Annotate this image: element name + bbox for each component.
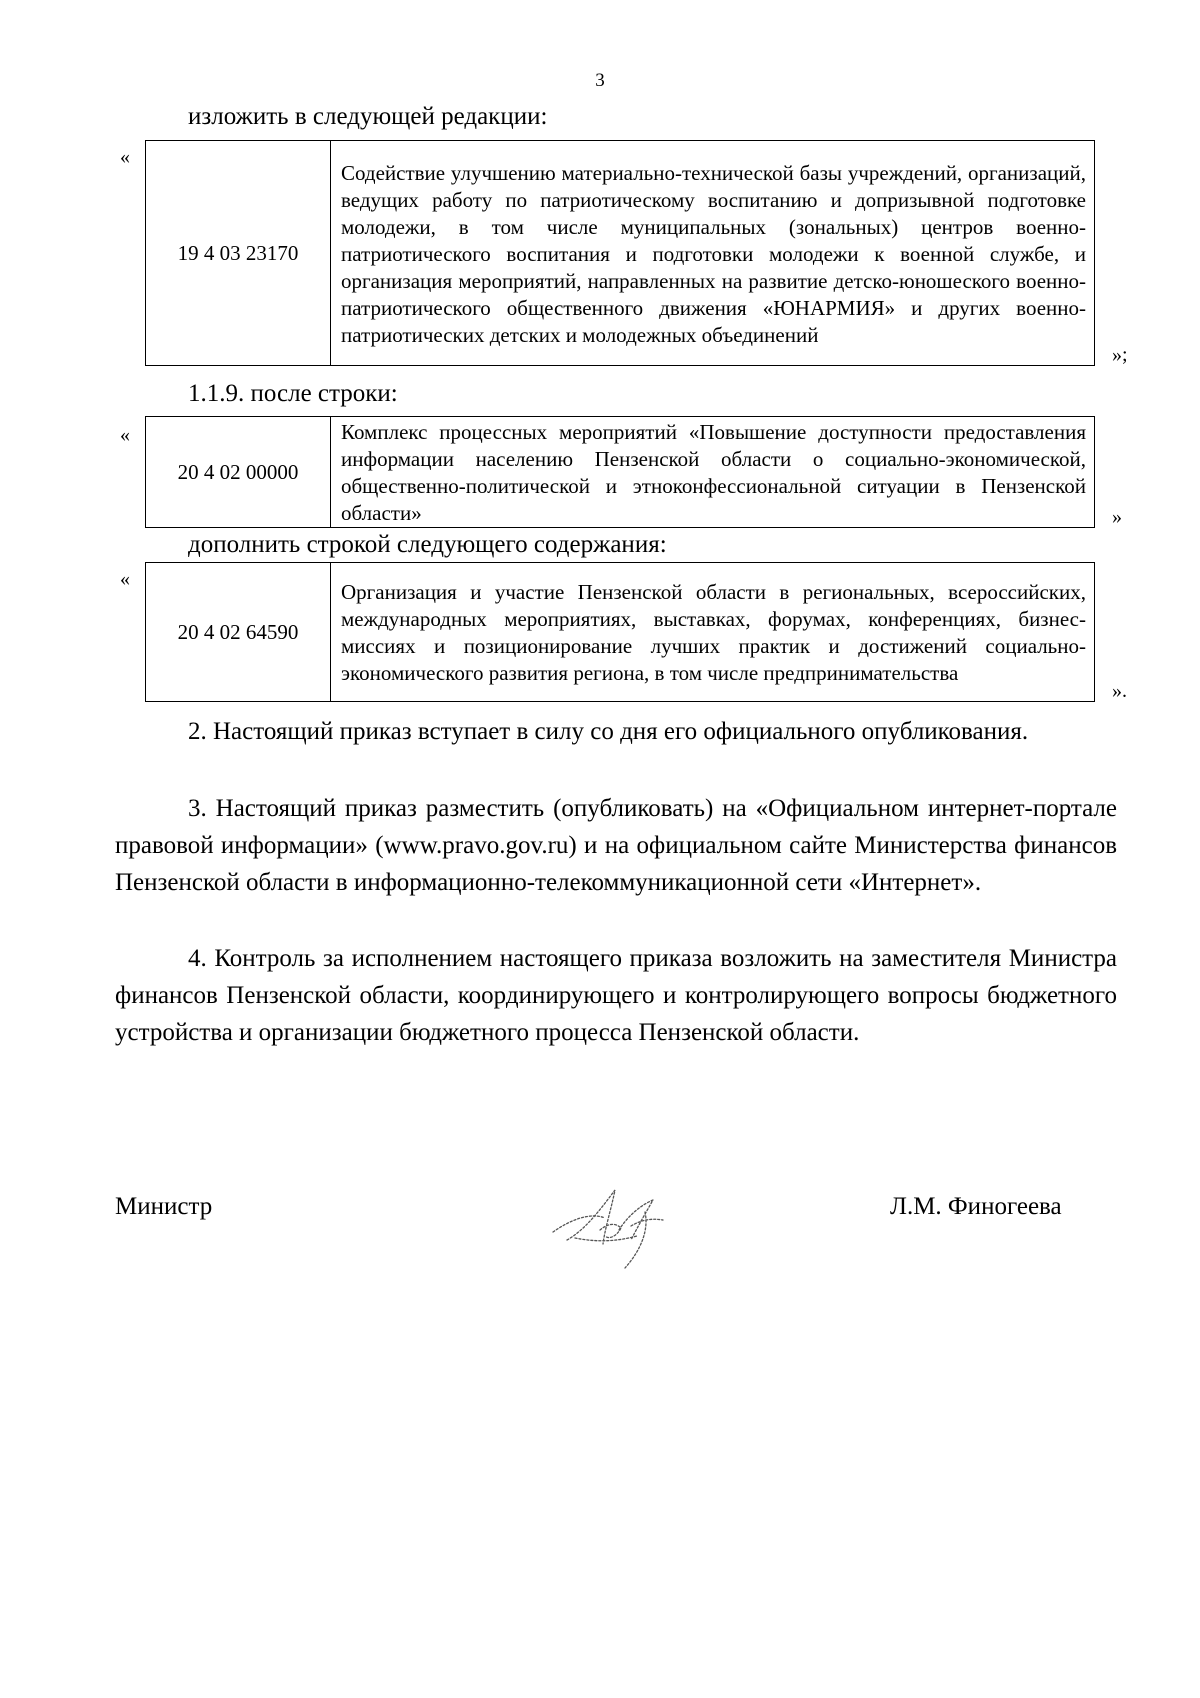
heading-add-line: дополнить строкой следующего содержания:	[188, 531, 667, 558]
table-3-open-quote: «	[120, 568, 130, 590]
table-1-description: Содействие улучшению материально-технической базы учреждений, организаций, ведущих работу по патриотическому воспитанию и допризывной подготовке молодежи, в том числе муниципальных (зональных) центров военно-патриотического воспитания и подготовки молодежи к военной службе, и организация мероприятий, направленных на развитие детско-юношеского военно-патриотического общественного движения «ЮНАРМИЯ» и других военно-патриотических детских и молодежных объединений	[331, 141, 1095, 366]
table-3	[145, 562, 1095, 702]
table-3-close-quote: ».	[1112, 680, 1127, 702]
paragraph-2: 2. Настоящий приказ вступает в силу со дня его официального опубликования.	[188, 718, 1029, 745]
table-3-code: 20 4 02 64590	[146, 563, 331, 702]
table-2-close-quote: »	[1112, 506, 1122, 528]
page-number: 3	[595, 70, 605, 91]
paragraph-4: 4. Контроль за исполнением настоящего приказа возложить на заместителя Министра финансов Пензенской области, координирующего и контролирующего вопросы бюджетного устройства и организации бюджетного процесса Пензенской области.	[115, 945, 1117, 1046]
signatory-name: Л.М. Финогеева	[890, 1193, 1062, 1220]
handwritten-signature	[545, 1170, 685, 1270]
table-1	[145, 140, 1095, 366]
table-2-description: Комплекс процессных мероприятий «Повышение доступности предоставления информации населению Пензенской области о социально-экономической, общественно-политической и этноконфессиональной ситуации в Пензенской области»	[331, 417, 1095, 528]
table-1-code: 19 4 03 23170	[146, 141, 331, 366]
signatory-position: Министр	[115, 1193, 213, 1220]
heading-after-line: 1.1.9. после строки:	[188, 380, 398, 407]
table-2-open-quote: «	[120, 424, 130, 446]
table-2	[145, 416, 1095, 528]
table-1-close-quote: »;	[1112, 344, 1128, 366]
table-1-open-quote: «	[120, 146, 130, 168]
table-3-description: Организация и участие Пензенской области в региональных, всероссийских, международных мероприятиях, выставках, форумах, конференциях, бизнес-миссиях и позиционирование лучших практик и достижений социально-экономического развития региона, в том числе предпринимательства	[331, 563, 1095, 702]
heading-edit-text: изложить в следующей редакции:	[188, 103, 548, 130]
table-2-code: 20 4 02 00000	[146, 417, 331, 528]
paragraph-3: 3. Настоящий приказ разместить (опубликовать) на «Официальном интернет-портале правовой информации» (www.pravo.gov.ru) и на официальном сайте Министерства финансов Пензенской области в информационно-телекоммуникационной сети «Интернет».	[115, 795, 1117, 896]
